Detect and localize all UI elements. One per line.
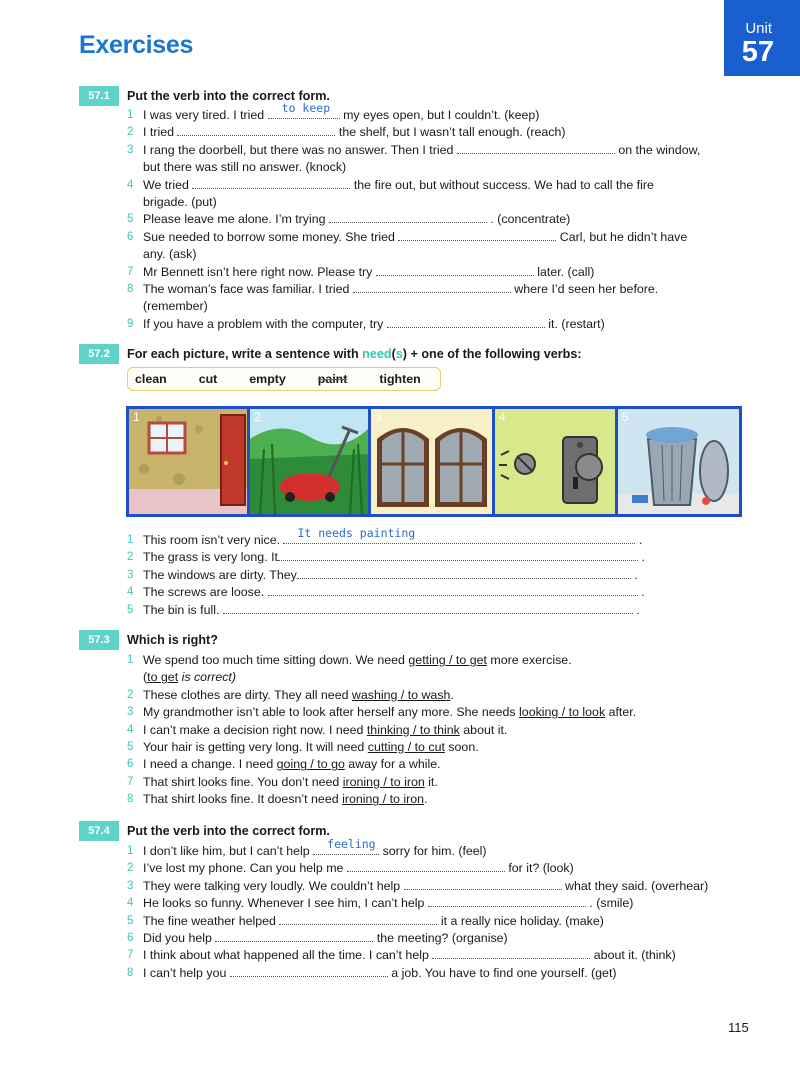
item-text: The screws are loose. (143, 585, 265, 600)
item-text: . (636, 602, 640, 617)
item-text: . (638, 533, 643, 547)
list-item (127, 930, 747, 947)
choice-options[interactable]: thinking / to think (366, 722, 460, 737)
answer-blank[interactable] (457, 142, 615, 154)
windows-illustration (371, 409, 492, 514)
item-number: 8 (127, 283, 134, 296)
exercise-number: 57.4 (79, 821, 119, 841)
item-text: The windows are dirty. They (143, 567, 297, 582)
item-number: 3 (127, 879, 134, 892)
lawnmower-illustration (250, 409, 368, 514)
item-text: I rang the doorbell, but there was no answer. Then I tried (143, 142, 454, 157)
list-item (127, 652, 747, 669)
answer-blank[interactable] (223, 602, 633, 614)
item-number: 5 (127, 603, 134, 616)
item-text: I don’t like him, but I can’t help (143, 844, 310, 858)
exercise-number: 57.1 (79, 86, 119, 106)
list-item (127, 704, 747, 721)
choice-options[interactable]: getting / to get (408, 653, 487, 667)
list-item (127, 965, 747, 982)
item-text: The woman’s face was familiar. I tried (143, 282, 350, 297)
list-item (127, 525, 747, 549)
item-text: I was very tired. I tried (143, 108, 265, 122)
item-number: 4 (127, 178, 134, 191)
item-text: . (641, 585, 645, 600)
item-number: 7 (127, 265, 134, 278)
answer-blank[interactable] (329, 211, 487, 223)
picture-number: 3 (375, 410, 382, 424)
exercise-items (127, 525, 747, 619)
item-text: the fire out, but without success. We had to call the fire (353, 177, 654, 192)
item-text: Your hair is getting very long. It will need (143, 740, 368, 755)
list-item (127, 774, 747, 791)
exercise-title (127, 344, 582, 364)
answer-blank[interactable] (404, 878, 562, 890)
title-text: For each picture, write a sentence with (127, 347, 363, 361)
list-item (127, 878, 747, 895)
answer-blank[interactable] (353, 281, 511, 293)
answer-blank[interactable] (376, 264, 534, 276)
choice-options[interactable]: cutting / to cut (367, 740, 445, 755)
item-text: is correct) (178, 670, 236, 685)
item-text: Please leave me alone. I’m trying (143, 212, 326, 227)
item-text: where I’d seen her before. (514, 282, 659, 297)
verb-word: empty (249, 372, 286, 386)
verb-word: tighten (379, 372, 421, 386)
item-text: it. (restart) (548, 316, 605, 331)
list-item (127, 947, 747, 964)
choice-options[interactable]: ironing / to iron (342, 774, 425, 789)
item-text: any. (ask) (143, 247, 197, 262)
item-number: 8 (127, 966, 134, 979)
list-item (127, 913, 747, 930)
item-text: Mr Bennett isn’t here right now. Please try (143, 264, 373, 279)
answer-blank[interactable] (278, 549, 638, 561)
item-number: 7 (127, 775, 134, 788)
item-text: I’ve lost my phone. Can you help me (143, 861, 344, 876)
answer-blank[interactable] (215, 930, 373, 942)
list-item (127, 142, 747, 159)
item-number: 2 (127, 126, 134, 139)
list-item (127, 602, 747, 619)
item-text: away for a while. (344, 757, 441, 772)
list-item (127, 791, 747, 808)
answer-blank[interactable] (177, 124, 335, 136)
list-item (127, 836, 747, 860)
item-text: . (concentrate) (490, 212, 571, 227)
item-text: more exercise. (486, 653, 572, 667)
correct-answer: to get (147, 670, 179, 685)
choice-options[interactable]: going / to go (276, 757, 345, 772)
page-number: 115 (728, 1020, 749, 1035)
list-item (127, 895, 747, 912)
item-text: a job. You have to find one yourself. (get) (391, 965, 617, 980)
answer-blank[interactable] (387, 316, 545, 328)
item-number: 4 (127, 723, 134, 736)
exercise-title: Put the verb into the correct form. (127, 89, 330, 103)
item-text: The grass is very long. It (143, 550, 278, 565)
list-item (127, 246, 747, 263)
item-number: 4 (127, 897, 134, 910)
exercise-number: 57.3 (79, 630, 119, 650)
choice-options[interactable]: looking / to look (519, 705, 606, 720)
item-text: what they said. (overhear) (565, 878, 709, 893)
picture-bin (618, 409, 739, 514)
list-item (127, 669, 747, 686)
item-text: Did you help (143, 931, 212, 946)
bin-illustration (618, 409, 739, 514)
picture-number: 2 (254, 410, 261, 424)
list-item (127, 860, 747, 877)
list-item (127, 316, 747, 333)
exercise-title: Which is right? (127, 633, 218, 647)
item-text: ( (143, 670, 148, 685)
list-item (127, 177, 747, 194)
item-number: 2 (127, 862, 134, 875)
item-number: 2 (127, 551, 134, 564)
handwritten-answer: feeling (327, 836, 376, 851)
item-number: 7 (127, 949, 134, 962)
item-text: Sue needed to borrow some money. She tried (143, 229, 395, 244)
answer-blank[interactable] (268, 584, 638, 596)
list-item (127, 298, 747, 315)
exercise-title: Put the verb into the correct form. (127, 824, 330, 838)
list-item (127, 756, 747, 773)
picture-screws (495, 409, 615, 514)
item-text: If you have a problem with the computer, try (143, 316, 384, 331)
item-text: the shelf, but I wasn’t tall enough. (reach) (338, 125, 566, 140)
keyword-s: s (395, 347, 403, 361)
item-number: 6 (127, 758, 134, 771)
answer-blank[interactable] (432, 947, 590, 959)
item-text: We spend too much time sitting down. We need (143, 653, 409, 667)
item-text: Carl, but he didn’t have (559, 229, 688, 244)
keyword-need: need (362, 347, 392, 361)
item-text: the meeting? (organise) (376, 931, 508, 946)
list-item (127, 567, 747, 584)
answer-blank[interactable] (313, 836, 379, 855)
item-text: I can’t help you (143, 965, 227, 980)
item-text: it a really nice holiday. (make) (440, 913, 604, 928)
item-number: 6 (127, 932, 134, 945)
picture-windows (371, 409, 492, 514)
list-item (127, 281, 747, 298)
answer-blank[interactable] (347, 860, 505, 872)
item-number: 9 (127, 317, 134, 330)
exercise-items (127, 836, 747, 982)
item-number: 5 (127, 914, 134, 927)
item-text: soon. (444, 740, 479, 755)
room-illustration (129, 409, 247, 514)
answer-blank[interactable] (230, 965, 388, 977)
list-item (127, 584, 747, 601)
item-text: . (smile) (589, 896, 634, 911)
verb-word: cut (198, 372, 218, 386)
item-text: for it? (look) (508, 861, 574, 876)
answer-blank[interactable] (192, 177, 350, 189)
item-number: 6 (127, 230, 134, 243)
verb-word-used: paint (317, 372, 348, 386)
list-item (127, 739, 747, 756)
verb-box (127, 367, 441, 391)
picture-room-wall (129, 409, 247, 514)
list-item (127, 211, 747, 228)
item-text: . (634, 567, 638, 582)
item-number: 1 (127, 109, 134, 121)
verb-word: clean (135, 372, 167, 386)
item-number: 1 (127, 654, 134, 666)
unit-tab (724, 0, 800, 76)
item-text: We tried (143, 177, 189, 192)
item-text: after. (605, 705, 637, 720)
item-number: 5 (127, 741, 134, 754)
picture-number: 5 (622, 410, 629, 424)
answer-blank[interactable] (268, 100, 340, 119)
list-item (127, 194, 747, 211)
handwritten-answer: to keep (281, 100, 331, 115)
item-text: about it. (think) (593, 948, 676, 963)
item-text: My grandmother isn’t able to look after herself any more. She needs (143, 705, 520, 720)
item-text: That shirt looks fine. It doesn’t need (143, 792, 343, 807)
item-text: These clothes are dirty. They all need (143, 687, 352, 702)
choice-options[interactable]: ironing / to iron (342, 792, 425, 807)
list-item (127, 159, 747, 176)
item-number: 1 (127, 845, 134, 857)
picture-number: 1 (133, 410, 140, 424)
picture-strip (126, 406, 742, 517)
list-item (127, 229, 747, 246)
item-text: my eyes open, but I couldn’t. (keep) (343, 108, 540, 122)
item-text: This room isn’t very nice. (143, 533, 281, 547)
item-text: (remember) (143, 299, 208, 314)
item-text: I think about what happened all the time. I can’t help (143, 948, 429, 963)
exercise-number: 57.2 (79, 344, 119, 364)
answer-blank[interactable] (297, 567, 631, 579)
item-text: it. (424, 774, 438, 789)
title-text: ) (402, 347, 407, 361)
item-text: about it. (459, 722, 508, 737)
item-text: The fine weather helped (143, 913, 276, 928)
item-text: . (450, 687, 454, 702)
item-number: 3 (127, 143, 134, 156)
answer-blank[interactable] (398, 229, 556, 241)
picture-lawnmower (250, 409, 368, 514)
item-number: 3 (127, 568, 134, 581)
item-number: 1 (127, 534, 134, 546)
unit-label: Unit (745, 20, 772, 37)
item-text: sorry for him. (feel) (382, 844, 487, 858)
item-text: later. (call) (537, 264, 595, 279)
item-number: 3 (127, 706, 134, 719)
item-text: I tried (143, 125, 174, 140)
item-text: . (424, 792, 428, 807)
item-number: 5 (127, 213, 134, 226)
item-text: I can’t make a decision right now. I need (143, 722, 367, 737)
handwritten-answer: It needs painting (297, 525, 416, 540)
list-item (127, 687, 747, 704)
choice-options[interactable]: washing / to wash (351, 687, 451, 702)
item-number: 4 (127, 586, 134, 599)
list-item (127, 100, 747, 124)
item-number: 2 (127, 688, 134, 701)
unit-number: 57 (741, 36, 774, 68)
exercise-items (127, 652, 747, 809)
item-text: brigade. (put) (143, 195, 217, 210)
item-text: . (641, 550, 645, 565)
item-text: I need a change. I need (143, 757, 277, 772)
page-title: Exercises (79, 31, 194, 59)
item-text: He looks so funny. Whenever I see him, I can’t help (143, 896, 425, 911)
item-text: on the window, (618, 142, 701, 157)
item-number: 8 (127, 793, 134, 806)
list-item (127, 722, 747, 739)
item-text: The bin is full. (143, 602, 220, 617)
item-text: but there was still no answer. (knock) (143, 160, 347, 175)
answer-blank[interactable] (279, 913, 437, 925)
list-item (127, 264, 747, 281)
title-text: ( (391, 347, 396, 361)
list-item (127, 124, 747, 141)
list-item (127, 549, 747, 566)
item-text: They were talking very loudly. We couldn’t help (143, 878, 401, 893)
item-text: That shirt looks fine. You don’t need (143, 774, 343, 789)
picture-number: 4 (499, 410, 506, 424)
screws-illustration (495, 409, 615, 514)
answer-blank[interactable] (283, 525, 635, 544)
title-text: + one of the following verbs: (406, 347, 582, 361)
answer-blank[interactable] (428, 895, 586, 907)
exercise-items (127, 100, 747, 333)
